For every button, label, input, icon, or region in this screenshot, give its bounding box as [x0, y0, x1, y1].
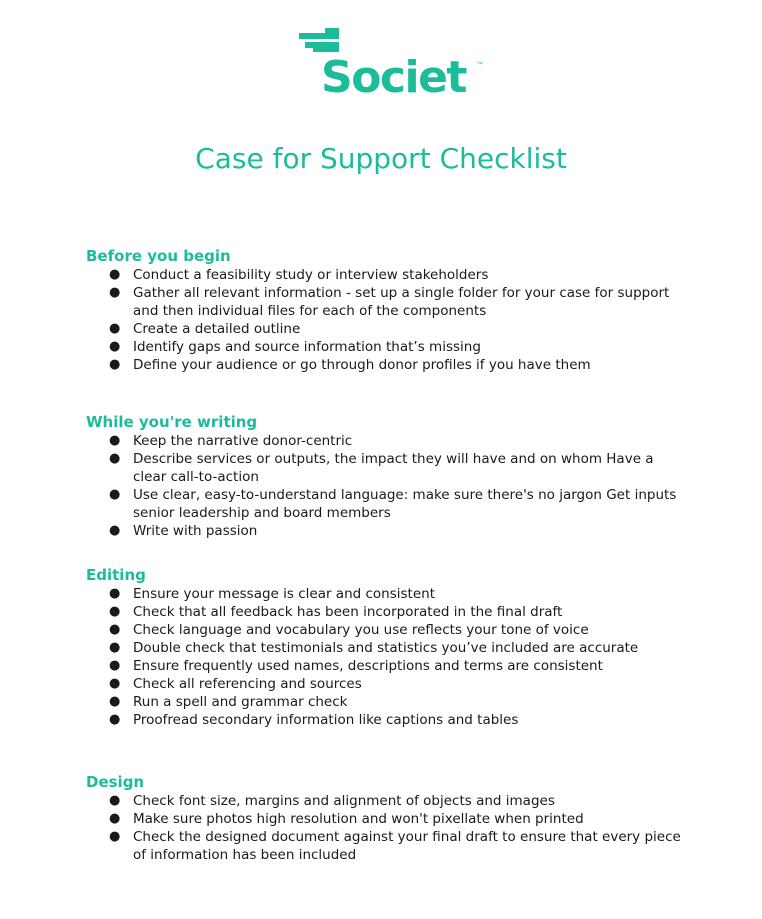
- bullet-icon: ●: [109, 658, 121, 673]
- list-item: ● Identify gaps and source information that’s missing: [109, 339, 481, 355]
- list-item: ● Check the designed document against your final draft to ensure that every piece of information has been included: [109, 829, 681, 863]
- bullet-icon: ●: [109, 267, 121, 282]
- bullet-icon: ●: [109, 285, 121, 300]
- bullet-icon: ●: [109, 523, 121, 538]
- checklist: [86, 585, 686, 729]
- list-item: ● Ensure frequently used names, descriptions and terms are consistent: [109, 658, 603, 674]
- list-item: ● Describe services or outputs, the impact they will have and on whom Have a clear call-to-action: [109, 451, 654, 485]
- list-item: ● Double check that testimonials and statistics you’ve included are accurate: [109, 640, 639, 656]
- list-item: ● Make sure photos high resolution and won't pixellate when printed: [109, 811, 584, 827]
- list-item: ● Ensure your message is clear and consistent: [109, 586, 435, 602]
- brand-name: Societ: [321, 52, 466, 103]
- checklist: [86, 432, 686, 540]
- bullet-icon: ●: [109, 676, 121, 691]
- list-item: ● Check all referencing and sources: [109, 676, 362, 692]
- bullet-icon: ●: [109, 339, 121, 354]
- bullet-icon: ●: [109, 604, 121, 619]
- list-item: ● Check that all feedback has been incorporated in the final draft: [109, 604, 563, 620]
- bullet-icon: ●: [109, 829, 121, 844]
- page-title: Case for Support Checklist: [195, 142, 567, 175]
- section-heading: Editing: [86, 566, 146, 584]
- section-heading: Design: [86, 773, 145, 791]
- section-heading: Before you begin: [86, 247, 231, 265]
- list-item: ● Keep the narrative donor-centric: [109, 433, 353, 449]
- bullet-icon: ●: [109, 622, 121, 637]
- bullet-icon: ●: [109, 793, 121, 808]
- bullet-icon: ●: [109, 357, 121, 372]
- section-editing: [86, 565, 686, 729]
- checklist: [86, 792, 686, 864]
- list-item: ● Run a spell and grammar check: [109, 694, 348, 710]
- list-item: ● Create a detailed outline: [109, 321, 301, 337]
- bullet-icon: ●: [109, 586, 121, 601]
- bullet-icon: ●: [109, 640, 121, 655]
- section-while-writing: [86, 412, 686, 540]
- societ-logo: [299, 28, 489, 104]
- list-item: ● Conduct a feasibility study or interview stakeholders: [109, 267, 489, 283]
- list-item: ● Gather all relevant information - set up a single folder for your case for support and then individual files for each of the components: [109, 285, 670, 319]
- checklist: [86, 266, 686, 374]
- bullet-icon: ●: [109, 433, 121, 448]
- list-item: ● Use clear, easy-to-understand language: make sure there's no jargon Get inputs senior leadership and board members: [109, 487, 677, 521]
- bullet-icon: ●: [109, 694, 121, 709]
- bullet-icon: ●: [109, 712, 121, 727]
- bullet-icon: ●: [109, 811, 121, 826]
- bullet-icon: ●: [109, 321, 121, 336]
- bullet-icon: ●: [109, 451, 121, 466]
- section-heading: While you're writing: [86, 413, 258, 431]
- list-item: ● Check font size, margins and alignment of objects and images: [109, 793, 555, 809]
- list-item: ● Write with passion: [109, 523, 258, 539]
- trademark-symbol: ™: [477, 62, 483, 68]
- section-before-you-begin: [86, 246, 686, 374]
- bullet-icon: ●: [109, 487, 121, 502]
- list-item: ● Define your audience or go through donor profiles if you have them: [109, 357, 591, 373]
- list-item: ● Proofread secondary information like captions and tables: [109, 712, 519, 728]
- list-item: ● Check language and vocabulary you use reflects your tone of voice: [109, 622, 589, 638]
- section-design: [86, 772, 686, 864]
